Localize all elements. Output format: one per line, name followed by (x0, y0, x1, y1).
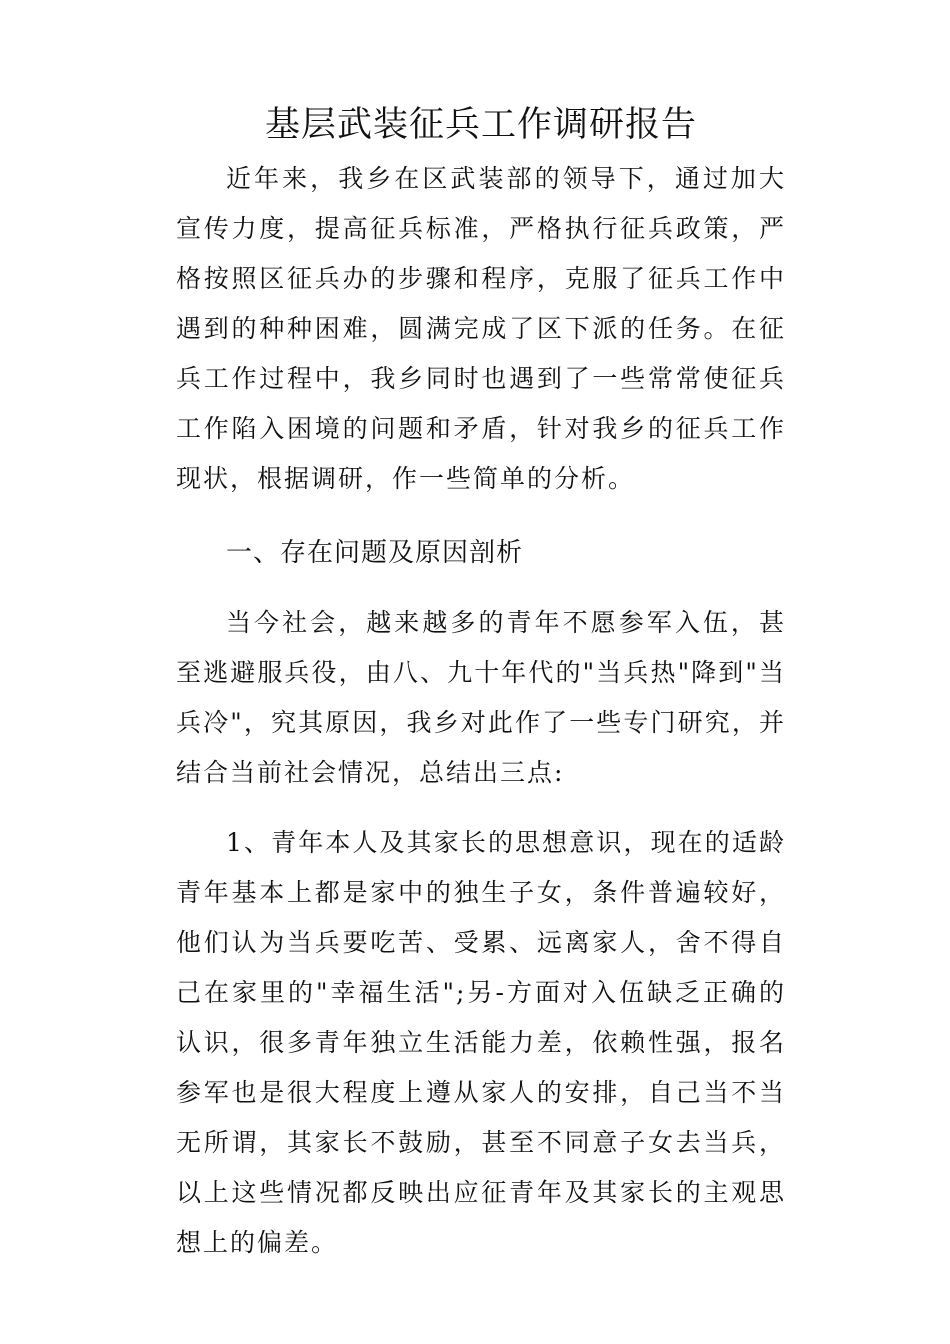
intro-paragraph: 近年来，我乡在区武装部的领导下，通过加大宣传力度，提高征兵标准，严格执行征兵政策，严格按照区征兵办的步骤和程序，克服了征兵工作中遇到的种种困难，圆满完成了区下派的任务。在征兵工作过程中，我乡同时也遇到了一些常常使征兵工作陷入困境的问题和矛盾，针对我乡的征兵工作现状，根据调研，作一些简单的分析。 (176, 164, 786, 493)
reason-intro-paragraph: 当今社会，越来越多的青年不愿参军入伍，甚至逃避服兵役，由八、九十年代的"当兵热"降到"当兵冷"，究其原因，我乡对此作了一些专门研究，并结合当前社会情况，总结出三点: (176, 608, 786, 787)
document-title: 基层武装征兵工作调研报告 (264, 105, 697, 145)
reason-one-paragraph: 1、青年本人及其家长的思想意识，现在的适龄青年基本上都是家中的独生子女，条件普遍较好，他们认为当兵要吃苦、受累、远离家人，舍不得自己在家里的"幸福生活";另-方面对入伍缺乏正确的认识，很多青年独立生活能力差，依赖性强，报名参军也是很大程度上遵从家人的安排，自己当不当无所谓，其家长不鼓励，甚至不同意子女去当兵，以上这些情况都反映出应征青年及其家长的主观思想上的偏差。 (176, 828, 786, 1257)
section-heading: 一、存在问题及原因剖析 (226, 538, 524, 568)
document-body (176, 100, 786, 1268)
